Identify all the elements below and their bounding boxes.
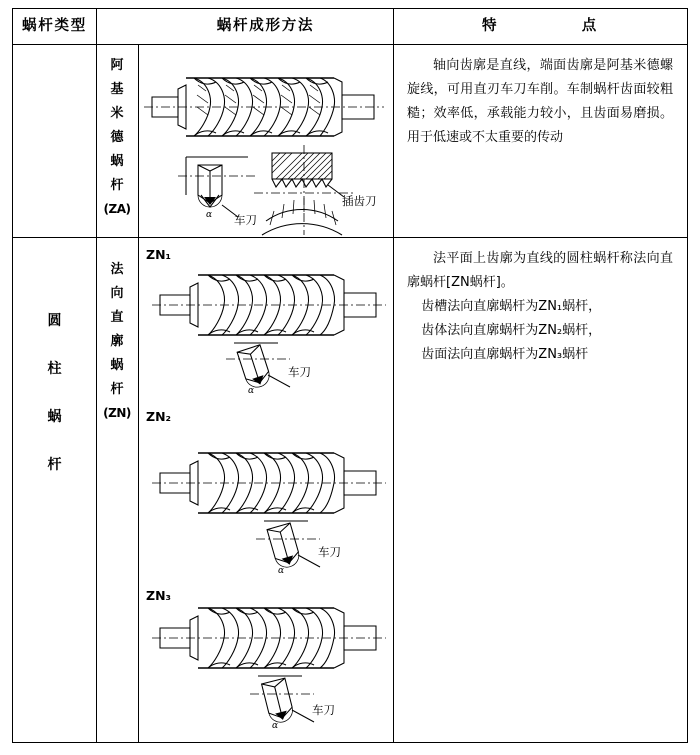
za-paren: (ZA) [103,201,131,216]
za-char-1: 基 [110,81,124,97]
zn-char-1: 向 [110,285,124,301]
header-forming-method: 蜗杆成形方法 [216,18,315,34]
description-zn-line-1: 齿槽法向直廓蜗杆为ZN₁蜗杆， [421,299,602,315]
za-turning-tool-label: 车刀 [234,213,257,227]
header-worm-type: 蜗杆类型 [22,18,87,34]
description-zn-line-0: 法平面上齿廓为直线的圆柱蜗杆称法向直廓蜗杆[ZN蜗杆]。 [407,251,673,291]
zn-char-3: 廓 [110,333,124,349]
zn-paren: (ZN) [103,405,131,420]
zn3-turning-tool-label: 车刀 [312,703,335,717]
svg-text:α: α [272,721,279,731]
description-za-text: 轴向齿廓是直线，端面齿廓是阿基米德螺旋线，可用直刃车刀车削。车制蜗杆齿面较粗糙；效率低，承载能力较小，且齿面易磨损。用于低速或不太重要的传动 [407,58,673,146]
figure-zn3 [138,584,393,744]
header-features-left: 特 [481,18,499,34]
subtype-name-za [96,53,138,233]
row-group-label [13,44,96,742]
zn1-label: ZN₁ [146,247,171,262]
description-za [393,44,687,150]
zn1-turning-tool-label: 车刀 [288,365,311,379]
row-group-label-char-2: 蜗 [47,409,62,425]
header-features-right: 点 [581,18,599,34]
zn-char-5: 杆 [110,381,124,397]
figure-za [138,45,393,235]
zn2-label: ZN₂ [146,409,171,424]
row-group-label-char-3: 杆 [47,457,62,473]
za-char-5: 杆 [110,177,124,193]
za-char-3: 德 [110,129,124,145]
svg-text:α: α [278,566,285,576]
zn-char-4: 蜗 [110,357,124,373]
description-zn-line-3: 齿面法向直廓蜗杆为ZN₃蜗杆 [421,347,589,363]
figure-zn2 [138,409,393,589]
figure-zn1 [138,247,393,407]
svg-text:α: α [206,210,213,220]
subtype-name-zn [96,257,138,517]
row-group-label-char-0: 圆 [47,313,62,329]
figure-zn2-drawing [138,409,393,589]
figure-zn1-drawing [138,247,393,407]
svg-text:α: α [248,386,255,396]
zn-char-2: 直 [110,309,124,325]
za-shaper-cutter-label: 插齿刀 [342,194,377,208]
header-features [393,9,687,44]
za-char-2: 米 [110,105,124,121]
za-char-0: 阿 [110,57,124,73]
zn3-label: ZN₃ [146,588,171,603]
figure-zn3-drawing [138,584,393,742]
worm-types-table [12,8,688,743]
row-group-label-char-1: 柱 [47,361,62,377]
description-zn [393,237,687,367]
description-zn-line-2: 齿体法向直廓蜗杆为ZN₂蜗杆， [421,323,602,339]
zn-char-0: 法 [110,261,124,277]
za-char-4: 蜗 [110,153,124,169]
zn2-turning-tool-label: 车刀 [318,545,341,559]
